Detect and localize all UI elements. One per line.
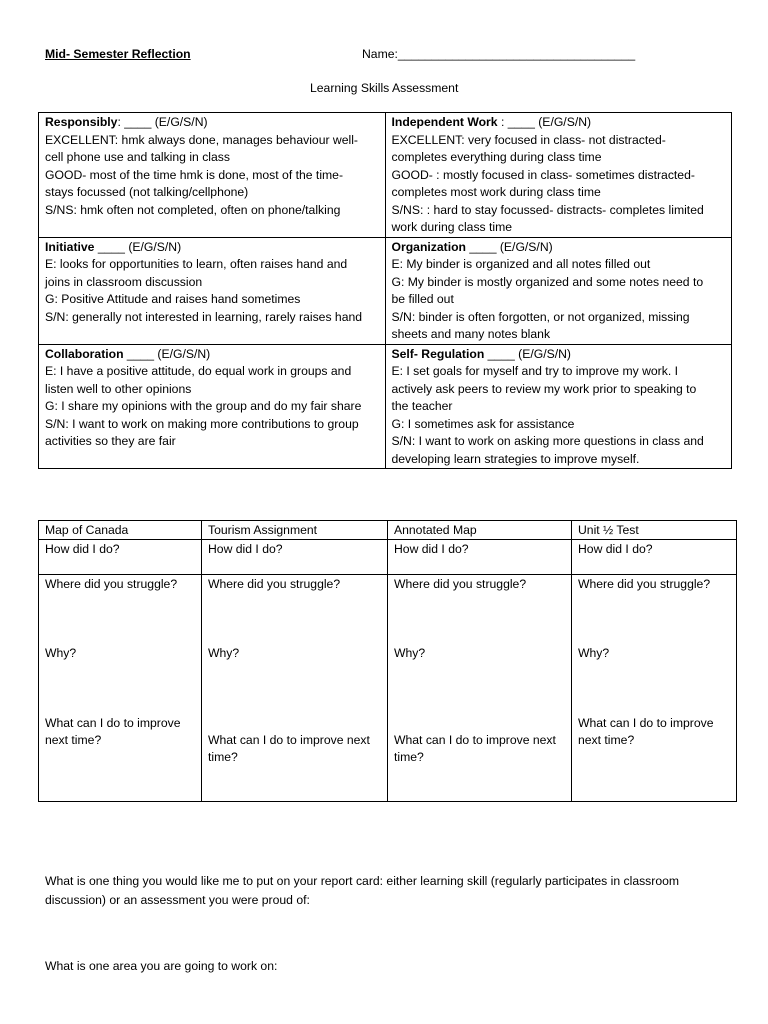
column-header-tourism-assignment: Tourism Assignment (202, 521, 388, 540)
skill-line: S/N: I want to work on asking more questions in class and (391, 434, 704, 448)
reflection-cell-unit-test[interactable] (572, 575, 737, 802)
name-blank-line: ___________________________________ (397, 47, 636, 61)
skill-line: listen well to other opinions (45, 381, 192, 396)
improve-prompt-line: What can I do to improve next (208, 733, 370, 747)
document-title: Mid- Semester Reflection (45, 47, 191, 61)
skill-line: developing learn strategies to improve myself. (391, 451, 640, 466)
skill-line: E: I have a positive attitude, do equal work in groups and (45, 364, 352, 378)
skill-cell-initiative (39, 237, 386, 344)
skill-line: cell phone use and talking in class (45, 150, 230, 164)
skill-line: E: looks for opportunities to learn, often raises hand and (45, 257, 348, 271)
skill-line: EXCELLENT: hmk always done, manages behaviour well- (45, 132, 358, 147)
skill-line: S/N: binder is often forgotten, or not organized, missing (391, 309, 690, 324)
skill-line: EXCELLENT: very focused in class- not distracted- (391, 132, 666, 147)
skill-line: the teacher (391, 399, 453, 413)
why-prompt: Why? (394, 646, 426, 660)
how-did-i-do-cell[interactable]: How did I do? (39, 540, 202, 575)
name-field[interactable] (362, 47, 635, 61)
skill-heading: Collaboration ____ (E/G/S/N) (45, 346, 211, 361)
skill-cell-organization (385, 237, 732, 344)
skill-heading: Independent Work : ____ (E/G/S/N) (391, 115, 592, 129)
why-prompt: Why? (45, 646, 77, 660)
skill-line: S/N: I want to work on making more contributions to group (45, 416, 359, 431)
skill-cell-collaboration (39, 344, 386, 469)
reflection-cell-annotated-map[interactable] (388, 575, 572, 802)
skill-line: S/NS: : hard to stay focussed- distracts- completes limited (391, 202, 704, 217)
skill-line: GOOD- : mostly focused in class- sometimes distracted- (391, 167, 695, 182)
reflection-cell-map-of-canada[interactable] (39, 575, 202, 802)
column-header-map-of-canada: Map of Canada (39, 521, 202, 540)
skill-line: joins in classroom discussion (45, 274, 203, 289)
improve-prompt-line: time? (208, 750, 238, 764)
improve-prompt-line: What can I do to improve (45, 716, 181, 730)
improve-prompt-line: time? (394, 750, 424, 764)
learning-skills-table (38, 112, 732, 469)
skill-cell-responsibility (39, 113, 386, 238)
improve-prompt-line: next time? (45, 733, 102, 747)
skill-line: G: Positive Attitude and raises hand sometimes (45, 292, 301, 306)
report-card-question-line: discussion) or an assessment you were proud of: (45, 893, 310, 907)
skill-heading: Initiative ____ (E/G/S/N) (45, 239, 182, 254)
reflection-cell-tourism-assignment[interactable] (202, 575, 388, 802)
why-prompt: Why? (208, 646, 240, 660)
skill-line: E: My binder is organized and all notes filled out (391, 257, 651, 271)
skill-line: S/NS: hmk often not completed, often on phone/talking (45, 202, 341, 217)
struggle-prompt: Where did you struggle? (208, 577, 341, 591)
skill-line: stays focussed (not talking/cellphone) (45, 185, 249, 199)
skill-heading: Responsibly: ____ (E/G/S/N) (45, 115, 208, 129)
column-header-annotated-map: Annotated Map (388, 521, 572, 540)
report-card-question-line: What is one thing you would like me to put on your report card: either learning skill (regularly participates in classroom (45, 874, 680, 888)
skill-line: be filled out (391, 292, 454, 306)
section-subtitle: Learning Skills Assessment (310, 81, 459, 95)
improve-prompt-line: What can I do to improve next (394, 733, 556, 747)
skill-line: GOOD- most of the time hmk is done, most of the time- (45, 167, 344, 182)
skill-heading: Self- Regulation ____ (E/G/S/N) (391, 346, 571, 361)
skill-line: G: I sometimes ask for assistance (391, 416, 575, 431)
skill-line: completes most work during class time (391, 185, 601, 199)
skill-cell-independent-work (385, 113, 732, 238)
skill-line: completes everything during class time (391, 150, 602, 164)
struggle-prompt: Where did you struggle? (578, 577, 711, 591)
skill-line: E: I set goals for myself and try to improve my work. I (391, 364, 678, 378)
struggle-prompt: Where did you struggle? (394, 577, 527, 591)
how-did-i-do-cell[interactable]: How did I do? (572, 540, 737, 575)
column-header-unit-test: Unit ½ Test (572, 521, 737, 540)
how-did-i-do-cell[interactable]: How did I do? (202, 540, 388, 575)
assessment-reflection-table (38, 520, 737, 802)
struggle-prompt: Where did you struggle? (45, 577, 178, 591)
work-on-question: What is one area you are going to work on: (45, 959, 278, 973)
improve-prompt-line: next time? (578, 733, 635, 747)
skill-heading: Organization ____ (E/G/S/N) (391, 239, 553, 254)
why-prompt: Why? (578, 646, 610, 660)
skill-cell-self-regulation (385, 344, 732, 469)
how-did-i-do-cell[interactable]: How did I do? (388, 540, 572, 575)
skill-line: actively ask peers to review my work prior to speaking to (391, 381, 697, 396)
skill-line: G: My binder is mostly organized and some notes need to (391, 274, 704, 289)
skill-line: G: I share my opinions with the group and do my fair share (45, 399, 362, 413)
skill-line: work during class time (391, 220, 513, 234)
name-label: Name: (362, 47, 398, 61)
skill-line: sheets and many notes blank (391, 327, 551, 341)
skill-line: activities so they are fair (45, 434, 176, 448)
improve-prompt-line: What can I do to improve (578, 716, 714, 730)
skill-line: S/N: generally not interested in learning, rarely raises hand (45, 309, 363, 324)
